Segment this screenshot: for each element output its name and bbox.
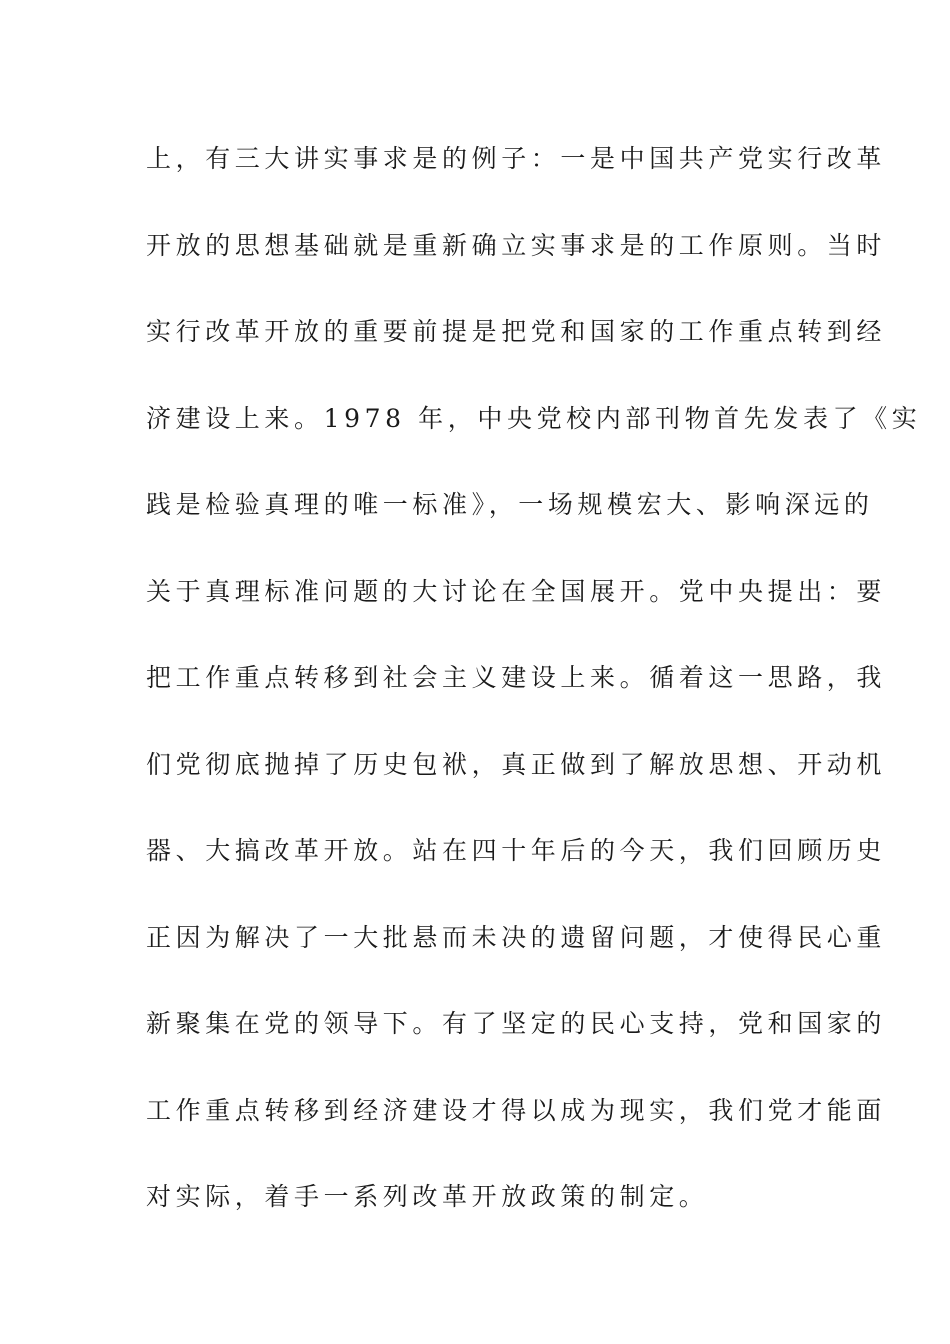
paragraph-line: 开放的思想基础就是重新确立实事求是的工作原则。当时 <box>146 230 887 260</box>
paragraph-line: 新聚集在党的领导下。有了坚定的民心支持，党和国家的 <box>146 1009 887 1038</box>
paragraph-line: 关于真理标准问题的大讨论在全国展开。党中央提出：要 <box>146 576 887 606</box>
paragraph-line: 对实际，着手一系列改革开放政策的制定。 <box>146 1182 709 1211</box>
paragraph-line: 上，有三大讲实事求是的例子：一是中国共产党实行改革 <box>146 144 887 173</box>
paragraph-line: 践是检验真理的唯一标准》，一场规模宏大、影响深远的 <box>146 490 874 519</box>
paragraph-line: 们党彻底抛掉了历史包袱，真正做到了解放思想、开动机 <box>146 749 887 779</box>
paragraph-line: 正因为解决了一大批悬而未决的遗留问题，才使得民心重 <box>146 922 887 952</box>
paragraph-line: 工作重点转移到经济建设才得以成为现实，我们党才能面 <box>146 1095 887 1125</box>
body-paragraph <box>146 137 922 1262</box>
paragraph-line: 把工作重点转移到社会主义建设上来。循着这一思路，我 <box>146 663 887 692</box>
paragraph-line: 器、大搞改革开放。站在四十年后的今天，我们回顾历史 <box>146 836 887 865</box>
paragraph-line: 实行改革开放的重要前提是把党和国家的工作重点转到经 <box>146 317 887 346</box>
paragraph-line: 济建设上来。1978 年，中央党校内部刊物首先发表了《实 <box>146 403 922 433</box>
